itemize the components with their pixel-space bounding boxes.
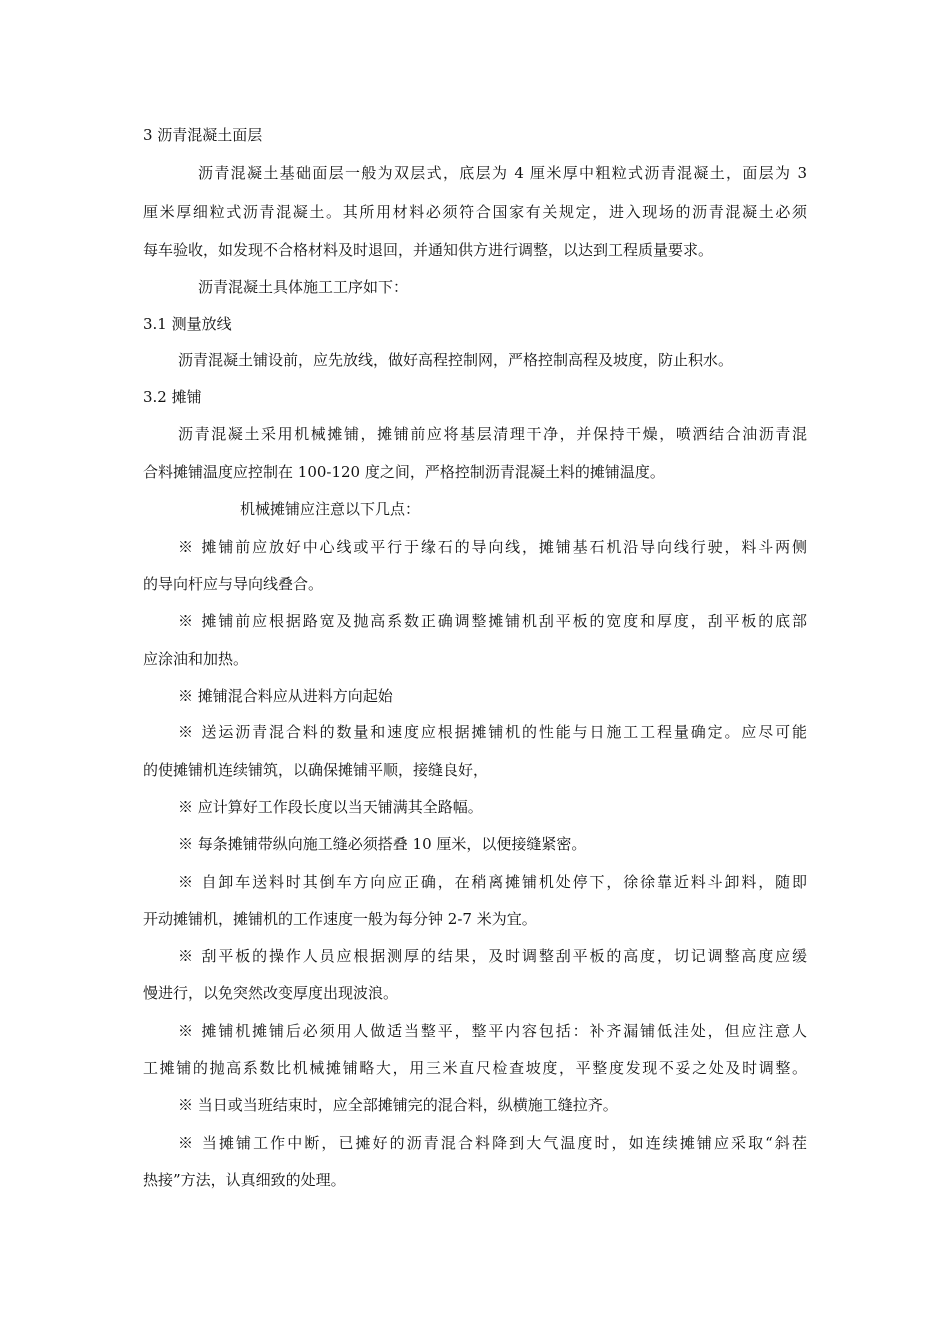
note-item: ※ 摊铺前应根据路宽及抛高系数正确调整摊铺机刮平板的宽度和厚度，刮平板的底部 <box>178 612 807 630</box>
paragraph-line: 沥青混凝土铺设前，应先放线，做好高程控制网，严格控制高程及坡度，防止积水。 <box>178 351 734 369</box>
intro-paragraph-line: 厘米厚细粒式沥青混凝土。其所用材料必须符合国家有关规定，进入现场的沥青混凝土必须 <box>143 203 807 221</box>
note-item-continuation: 应涂油和加热。 <box>143 650 249 668</box>
note-item: ※ 每条摊铺带纵向施工缝必须搭叠 10 厘米，以便接缝紧密。 <box>178 835 587 853</box>
note-item-continuation: 的导向杆应与导向线叠合。 <box>143 575 324 593</box>
note-item: ※ 自卸车送料时其倒车方向应正确，在稍离摊铺机处停下，徐徐靠近料斗卸料，随即 <box>178 873 807 891</box>
section-heading: 3 沥青混凝土面层 <box>143 126 263 144</box>
note-item: ※ 当日或当班结束时，应全部摊铺完的混合料，纵横施工缝拉齐。 <box>178 1096 618 1114</box>
note-item-continuation: 工摊铺的抛高系数比机械摊铺略大，用三米直尺检查坡度，平整度发现不妥之处及时调整。 <box>143 1059 807 1077</box>
note-item-continuation: 开动摊铺机，摊铺机的工作速度一般为每分钟 2-7 米为宜。 <box>143 910 537 928</box>
subsection-heading: 3.1 测量放线 <box>143 315 232 333</box>
note-item: ※ 应计算好工作段长度以当天铺满其全路幅。 <box>178 798 483 816</box>
paragraph-line: 沥青混凝土采用机械摊铺，摊铺前应将基层清理干净，并保持干燥，喷洒结合油沥青混 <box>178 425 807 443</box>
note-item: ※ 摊铺混合料应从进料方向起始 <box>178 687 393 705</box>
procedure-intro: 沥青混凝土具体施工工序如下： <box>198 278 409 296</box>
note-item: ※ 当摊铺工作中断，已摊好的沥青混合料降到大气温度时，如连续摊铺应采取“斜茬 <box>178 1134 807 1152</box>
note-item-continuation: 的使摊铺机连续铺筑，以确保摊铺平顺，接缝良好， <box>143 761 489 779</box>
notes-intro: 机械摊铺应注意以下几点： <box>240 500 421 518</box>
note-item: ※ 刮平板的操作人员应根据测厚的结果，及时调整刮平板的高度，切记调整高度应缓 <box>178 947 807 965</box>
subsection-heading: 3.2 摊铺 <box>143 388 202 406</box>
note-item: ※ 摊铺机摊铺后必须用人做适当整平，整平内容包括：补齐漏铺低洼处，但应注意人 <box>178 1022 807 1040</box>
paragraph-line: 合料摊铺温度应控制在 100-120 度之间，严格控制沥青混凝土料的摊铺温度。 <box>143 463 665 481</box>
intro-paragraph-line: 沥青混凝土基础面层一般为双层式，底层为 4 厘米厚中粗粒式沥青混凝土，面层为 3 <box>198 164 807 182</box>
note-item-continuation: 热接”方法，认真细致的处理。 <box>143 1171 346 1189</box>
note-item: ※ 送运沥青混合料的数量和速度应根据摊铺机的性能与日施工工程量确定。应尽可能 <box>178 723 807 741</box>
note-item-continuation: 慢进行，以免突然改变厚度出现波浪。 <box>143 984 399 1002</box>
intro-paragraph-line: 每车验收，如发现不合格材料及时退回，并通知供方进行调整，以达到工程质量要求。 <box>143 241 714 259</box>
note-item: ※ 摊铺前应放好中心线或平行于缘石的导向线，摊铺基石机沿导向线行驶，料斗两侧 <box>178 538 807 556</box>
